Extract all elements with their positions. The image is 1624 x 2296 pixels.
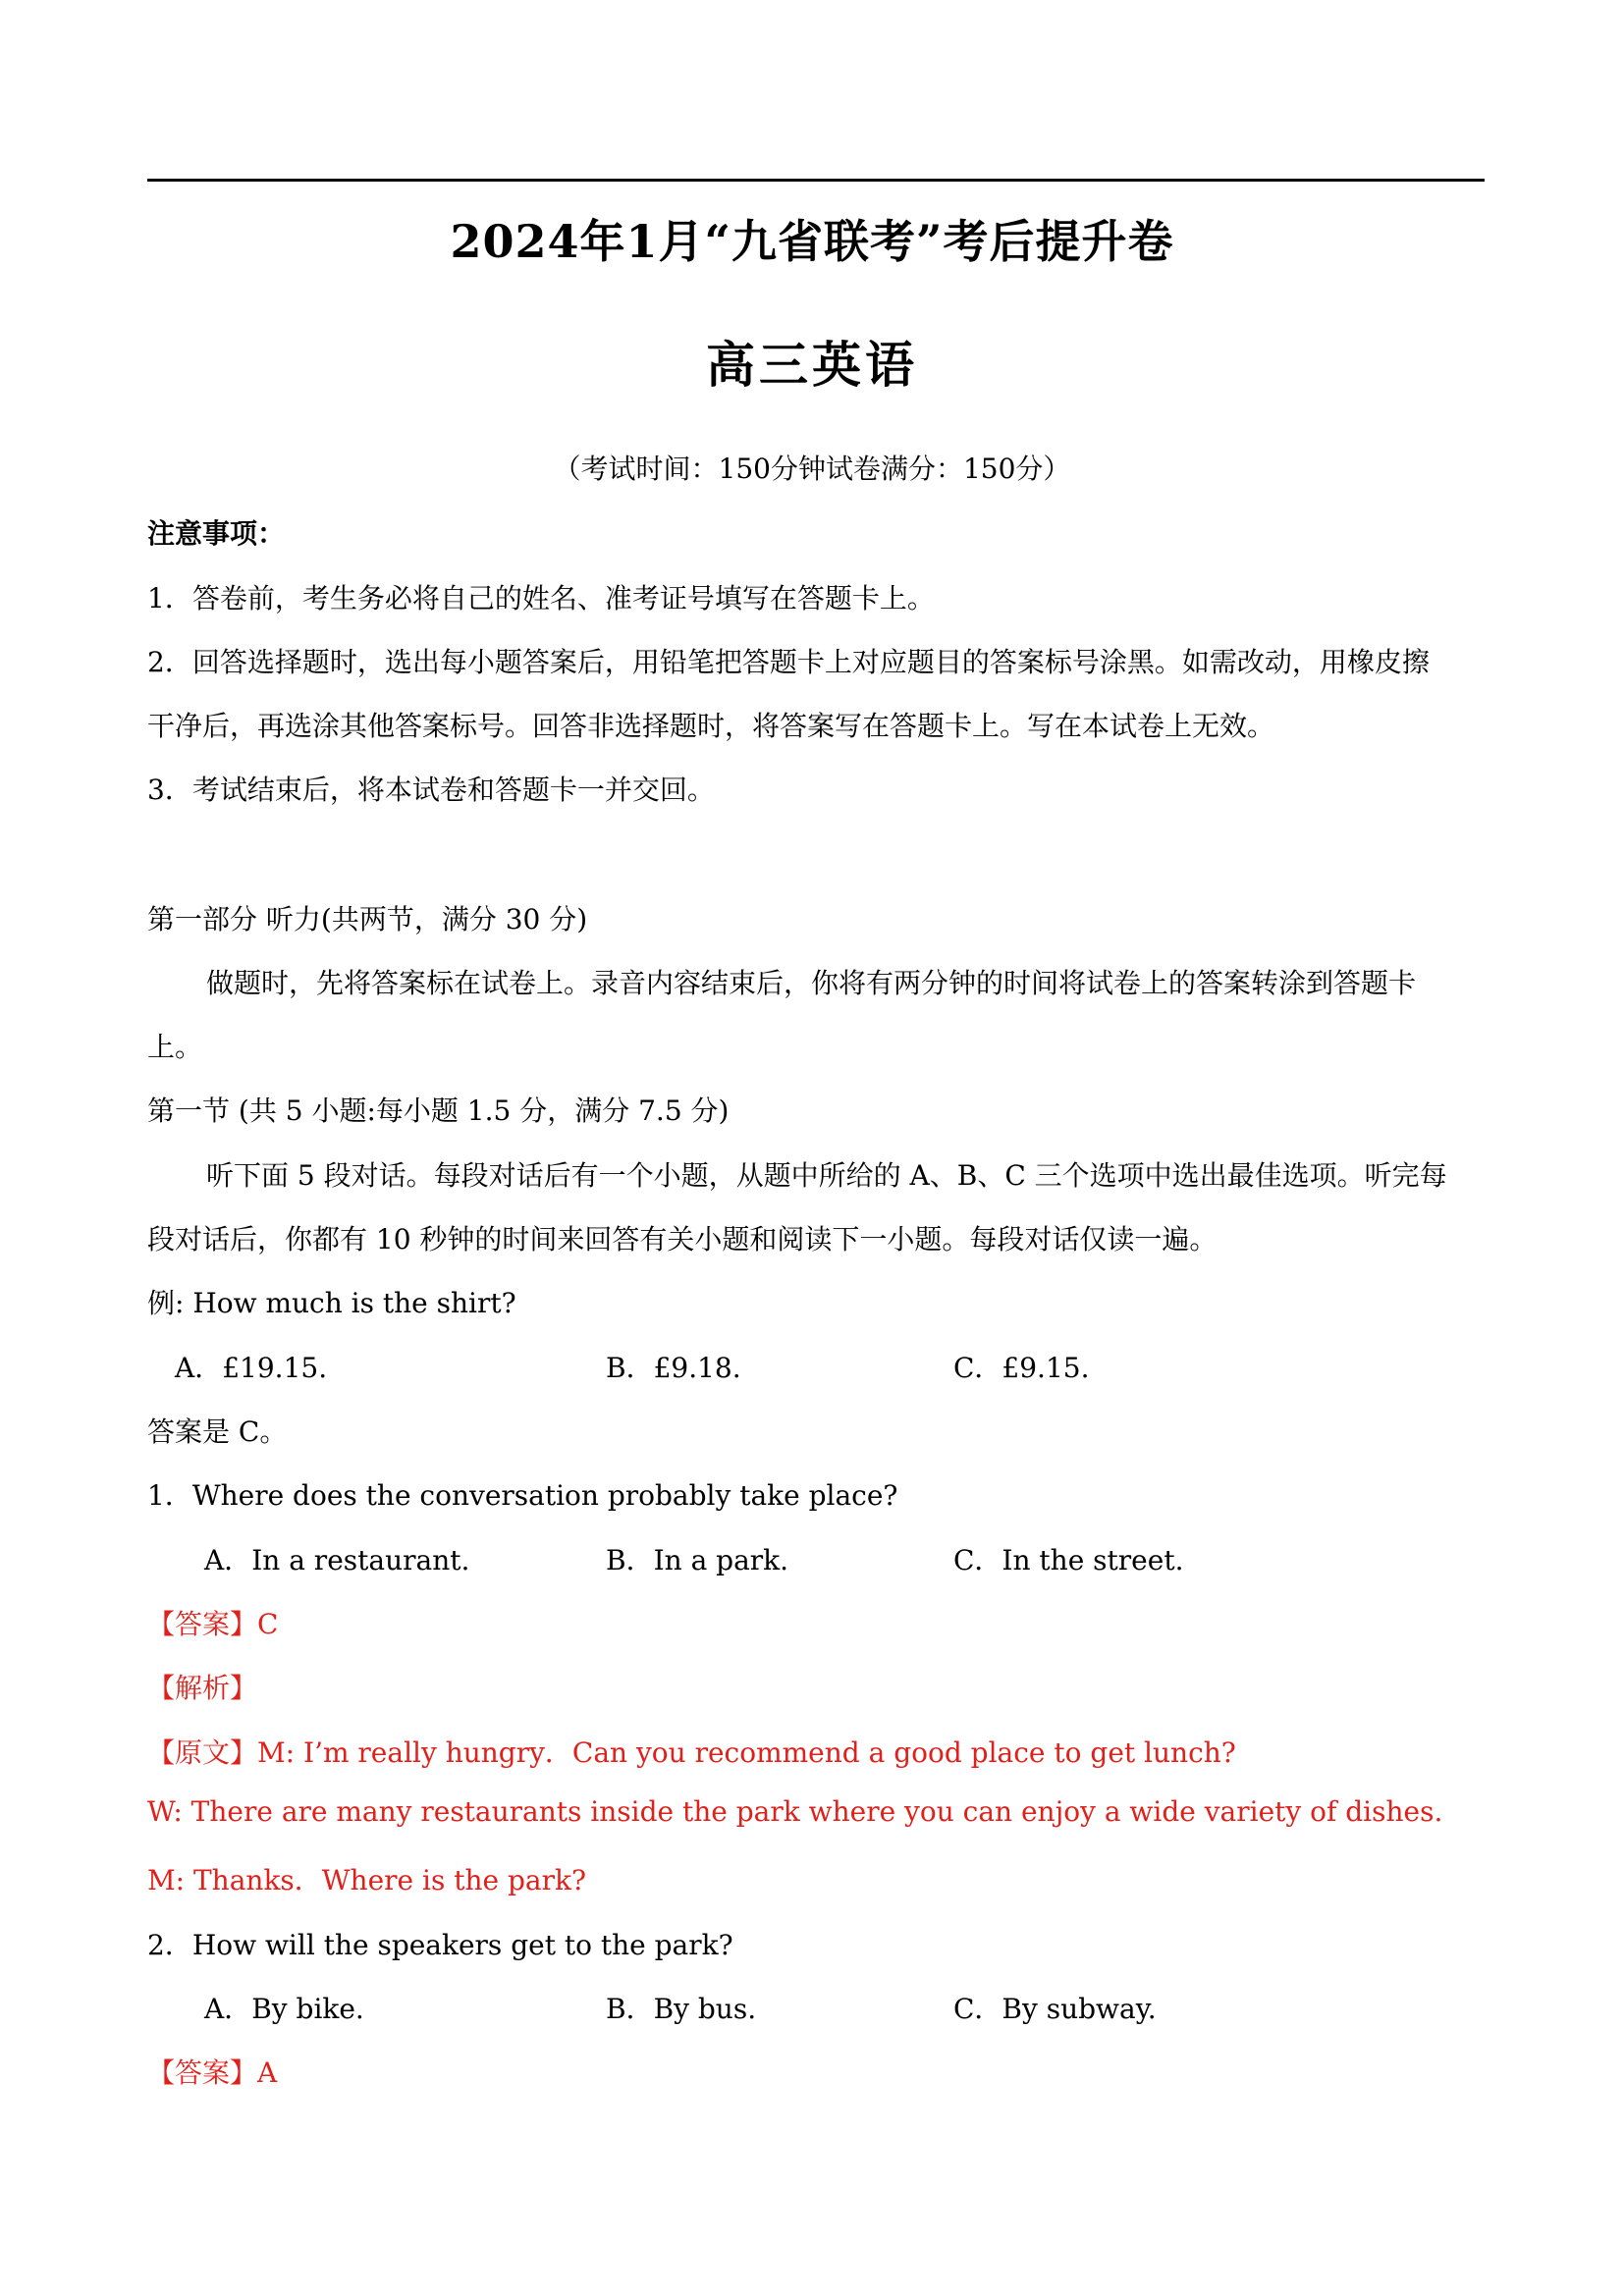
part1-intro-cont: 上。 <box>147 1031 203 1063</box>
note-item: 2．回答选择题时，选出每小题答案后，用铅笔把答题卡上对应题目的答案标号涂黑。如需改动，用橡皮擦 <box>147 646 1430 678</box>
example-option-a: A．£19.15. <box>175 1352 328 1384</box>
q1-transcript-line: 【原文】M: I’m really hungry．Can you recommend a good place to get lunch? <box>147 1736 1236 1769</box>
q1-option-b: B．In a park. <box>606 1544 789 1576</box>
notes-heading: 注意事项： <box>147 517 286 550</box>
exam-subject: 高三英语 <box>706 336 918 394</box>
note-item: 干净后，再选涂其他答案标号。回答非选择题时，将答案写在答题卡上。写在本试卷上无效。 <box>147 710 1275 742</box>
section1-instructions-cont: 段对话后，你都有 10 秒钟的时间来回答有关小题和阅读下一小题。每段对话仅读一遍。 <box>147 1223 1218 1255</box>
example-option-b: B．£9.18. <box>606 1352 741 1384</box>
q1-option-c: C．In the street. <box>953 1544 1184 1576</box>
q1-transcript-line: M: Thanks．Where is the park? <box>147 1864 586 1896</box>
q1-transcript-line: W: There are many restaurants inside the park where you can enjoy a wide variety of dishes. <box>147 1795 1443 1828</box>
question-1: 1．Where does the conversation probably take place? <box>147 1479 898 1512</box>
q2-option-c: C．By subway. <box>953 1993 1157 2025</box>
q2-answer: 【答案】A <box>147 2056 278 2089</box>
note-item: 3．考试结束后，将本试卷和答题卡一并交回。 <box>147 774 715 806</box>
exam-title: 2024年1月“九省联考”考后提升卷 <box>450 215 1174 268</box>
header-rule <box>147 179 1485 182</box>
q1-analysis: 【解析】 <box>147 1672 258 1704</box>
q1-answer: 【答案】C <box>147 1608 279 1640</box>
q2-option-b: B．By bus. <box>606 1993 757 2025</box>
question-2: 2．How will the speakers get to the park? <box>147 1929 733 1961</box>
q2-option-a: A．By bike. <box>204 1993 364 2025</box>
note-item: 1．答卷前，考生务必将自己的姓名、准考证号填写在答题卡上。 <box>147 582 935 614</box>
example-question: 例: How much is the shirt? <box>147 1287 516 1319</box>
exam-info: （考试时间：150分钟试卷满分：150分） <box>553 453 1071 485</box>
section1-instructions: 听下面 5 段对话。每段对话后有一个小题，从题中所给的 A、B、C 三个选项中选出最佳选项。听完每 <box>206 1159 1447 1192</box>
part1-intro: 做题时，先将答案标在试卷上。录音内容结束后，你将有两分钟的时间将试卷上的答案转涂到答题卡 <box>206 967 1417 999</box>
section1-heading: 第一节 (共 5 小题:每小题 1.5 分，满分 7.5 分) <box>147 1095 730 1127</box>
q1-option-a: A．In a restaurant. <box>204 1544 470 1576</box>
example-answer: 答案是 C。 <box>147 1415 288 1448</box>
part1-heading: 第一部分 听力(共两节，满分 30 分) <box>147 903 588 935</box>
example-option-c: C．£9.15. <box>953 1352 1090 1384</box>
